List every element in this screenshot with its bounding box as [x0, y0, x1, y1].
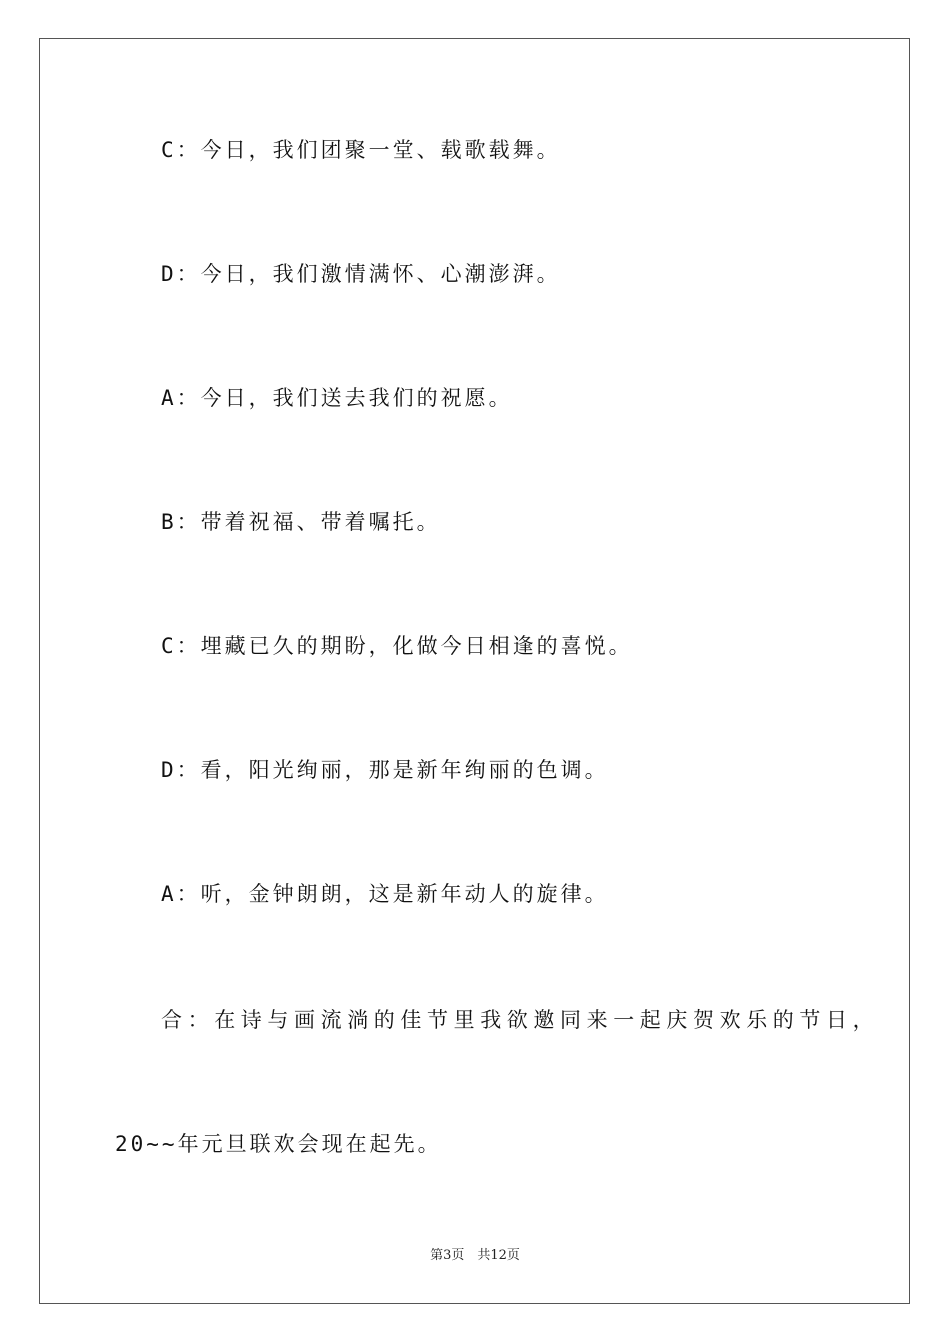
script-line: 合：在诗与画流淌的佳节里我欲邀同来一起庆贺欢乐的节日，: [161, 1008, 880, 1032]
script-line: C：今日，我们团聚一堂、载歌载舞。: [161, 138, 561, 162]
script-line-continuation: 20~~年元旦联欢会现在起先。: [115, 1132, 442, 1156]
script-line: D：看，阳光绚丽，那是新年绚丽的色调。: [161, 758, 609, 782]
script-line: A：今日，我们送去我们的祝愿。: [161, 386, 513, 410]
script-line: A：听，金钟朗朗，这是新年动人的旋律。: [161, 882, 609, 906]
page-frame: [39, 38, 910, 1304]
script-line: B：带着祝福、带着嘱托。: [161, 510, 441, 534]
script-line: D：今日，我们激情满怀、心潮澎湃。: [161, 262, 561, 286]
page-number-footer: 第3页 共12页: [430, 1248, 520, 1263]
script-line: C：埋藏已久的期盼，化做今日相逢的喜悦。: [161, 634, 633, 658]
